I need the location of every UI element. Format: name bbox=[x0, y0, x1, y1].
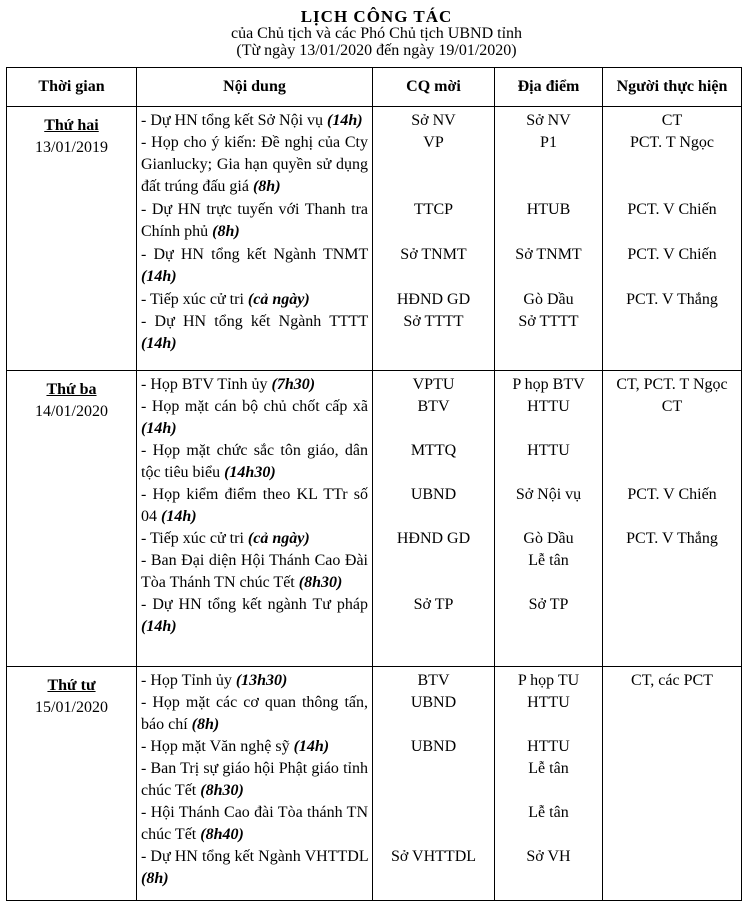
item-text: - Họp mặt Văn nghệ sỹ bbox=[141, 738, 290, 755]
schedule-table bbox=[6, 67, 742, 901]
item-time: (8h) bbox=[141, 870, 169, 887]
performer-value bbox=[605, 802, 739, 846]
performer-cell bbox=[603, 371, 742, 667]
item-text: - Dự HN tổng kết Ngành VHTTDL bbox=[141, 848, 368, 865]
performer-value bbox=[605, 311, 739, 355]
inviter-value: HĐND GD bbox=[396, 291, 471, 308]
list-item bbox=[141, 374, 368, 396]
list-item bbox=[141, 736, 368, 758]
location-cell bbox=[495, 107, 603, 371]
item-time: (14h) bbox=[141, 420, 177, 437]
location-value: Sở NV bbox=[526, 112, 571, 129]
location-value: Lễ tân bbox=[528, 804, 569, 821]
performer-value bbox=[605, 550, 739, 594]
day-date: 13/01/2019 bbox=[35, 139, 108, 156]
location-cell bbox=[495, 667, 603, 901]
item-text: - Tiếp xúc cử tri bbox=[141, 530, 244, 547]
day-cell bbox=[7, 107, 137, 371]
list-item bbox=[141, 692, 368, 736]
performer-value bbox=[605, 594, 739, 638]
item-text: - Dự HN tổng kết Sở Nội vụ bbox=[141, 112, 324, 129]
day-cell bbox=[7, 667, 137, 901]
item-time: (cả ngày) bbox=[247, 291, 310, 308]
inviter-value: VP bbox=[423, 134, 444, 151]
location-value: Lễ tân bbox=[528, 552, 569, 569]
list-item bbox=[141, 244, 368, 288]
performer-value: PCT. V Chiến bbox=[627, 246, 717, 263]
performer-value: CT, các PCT bbox=[631, 672, 713, 689]
table-row bbox=[7, 371, 742, 667]
item-text: - Hội Thánh Cao đài Tòa thánh TN chúc Tết bbox=[141, 804, 368, 843]
inviter-value: BTV bbox=[417, 672, 450, 689]
inviter-cell bbox=[373, 107, 495, 371]
location-value: HTTU bbox=[527, 442, 570, 459]
location-value: Sở VH bbox=[526, 848, 571, 865]
performer-value: PCT. V Chiến bbox=[627, 201, 717, 218]
location-value: Sở TNMT bbox=[515, 246, 582, 263]
location-value: Sở TP bbox=[528, 596, 569, 613]
list-item bbox=[141, 396, 368, 440]
document-title: LỊCH CÔNG TÁC bbox=[300, 7, 453, 26]
list-item bbox=[141, 846, 368, 890]
item-time: (8h30) bbox=[298, 574, 343, 591]
performer-value: PCT. V Thắng bbox=[626, 291, 718, 308]
performer-value bbox=[605, 846, 739, 890]
location-value: HTTU bbox=[527, 694, 570, 711]
column-header: Địa điểm bbox=[495, 68, 603, 107]
item-text: - Họp mặt các cơ quan thông tấn, báo chí bbox=[141, 694, 368, 733]
performer-cell bbox=[603, 667, 742, 901]
item-time: (8h40) bbox=[200, 826, 244, 843]
location-value: Sở TTTT bbox=[518, 313, 579, 330]
table-row bbox=[7, 667, 742, 901]
item-time: (14h30) bbox=[224, 464, 276, 481]
list-item bbox=[141, 110, 368, 132]
location-value: HTTU bbox=[527, 398, 570, 415]
inviter-value: BTV bbox=[417, 398, 450, 415]
performer-value: CT bbox=[661, 398, 683, 415]
location-value: P1 bbox=[540, 134, 557, 151]
day-name: Thứ ba bbox=[46, 381, 97, 398]
content-cell bbox=[137, 371, 373, 667]
inviter-value: TTCP bbox=[413, 201, 454, 218]
inviter-value: Sở NV bbox=[411, 112, 456, 129]
item-text: - Họp BTV Tỉnh ủy bbox=[141, 376, 268, 393]
location-cell bbox=[495, 371, 603, 667]
table-row bbox=[7, 107, 742, 371]
performer-value bbox=[605, 736, 739, 758]
list-item bbox=[141, 802, 368, 846]
list-item bbox=[141, 550, 368, 594]
item-text: - Dự HN tổng kết ngành Tư pháp bbox=[141, 596, 368, 613]
item-time: (8h30) bbox=[200, 782, 244, 799]
item-text: - Ban Trị sự giáo hội Phật giáo tỉnh chúc Tết bbox=[141, 760, 368, 799]
item-time: (8h) bbox=[191, 716, 220, 733]
inviter-value: UBND bbox=[410, 694, 457, 711]
item-time: (7h30) bbox=[271, 376, 316, 393]
performer-value: PCT. V Chiến bbox=[627, 486, 717, 503]
inviter-value bbox=[375, 802, 492, 846]
location-value: P họp TU bbox=[517, 672, 580, 689]
location-value: Gò Dầu bbox=[523, 530, 574, 547]
item-time: (cả ngày) bbox=[247, 530, 310, 547]
list-item bbox=[141, 758, 368, 802]
item-text: - Dự HN tổng kết Ngành TNMT bbox=[141, 246, 368, 263]
item-time: (14h) bbox=[293, 738, 330, 755]
content-cell bbox=[137, 107, 373, 371]
item-time: (14h) bbox=[141, 335, 177, 352]
document-date-range: (Từ ngày 13/01/2020 đến ngày 19/01/2020) bbox=[236, 42, 517, 59]
inviter-value bbox=[375, 550, 492, 594]
item-time: (8h) bbox=[212, 223, 240, 240]
list-item bbox=[141, 528, 368, 550]
item-time: (14h) bbox=[161, 508, 197, 525]
item-time: (13h30) bbox=[235, 672, 288, 689]
day-date: 15/01/2020 bbox=[35, 699, 108, 716]
item-text: - Họp Tỉnh ủy bbox=[141, 672, 232, 689]
item-time: (8h) bbox=[252, 178, 281, 195]
list-item bbox=[141, 311, 368, 355]
column-header: Thời gian bbox=[7, 68, 137, 107]
location-value: P họp BTV bbox=[512, 376, 585, 393]
table-header-row bbox=[7, 68, 742, 107]
day-date: 14/01/2020 bbox=[35, 403, 108, 420]
inviter-value: Sở TTTT bbox=[403, 313, 464, 330]
inviter-value: UBND bbox=[410, 738, 457, 755]
location-value: Lễ tân bbox=[528, 760, 569, 777]
list-item bbox=[141, 199, 368, 243]
location-value: HTTU bbox=[527, 738, 570, 755]
day-name: Thứ tư bbox=[47, 677, 96, 694]
item-text: - Họp mặt cán bộ chủ chốt cấp xã bbox=[141, 398, 368, 415]
item-text: - Tiếp xúc cử tri bbox=[141, 291, 244, 308]
day-cell bbox=[7, 371, 137, 667]
performer-cell bbox=[603, 107, 742, 371]
inviter-value bbox=[375, 758, 492, 802]
inviter-value: VPTU bbox=[412, 376, 455, 393]
document-header bbox=[0, 0, 753, 59]
list-item bbox=[141, 440, 368, 484]
list-item bbox=[141, 289, 368, 311]
item-time: (14h) bbox=[327, 112, 363, 129]
location-value: Gò Dầu bbox=[523, 291, 574, 308]
performer-value bbox=[605, 692, 739, 736]
list-item bbox=[141, 594, 368, 638]
performer-value: PCT. V Thắng bbox=[626, 530, 718, 547]
column-header: Người thực hiện bbox=[603, 68, 742, 107]
item-text: - Họp kiểm điểm theo KL TTr số 04 bbox=[141, 486, 368, 525]
item-text: - Dự HN tổng kết Ngành TTTT bbox=[141, 313, 368, 330]
inviter-value: Sở TNMT bbox=[400, 246, 467, 263]
item-time: (14h) bbox=[141, 268, 177, 285]
list-item bbox=[141, 670, 368, 692]
performer-value bbox=[605, 758, 739, 802]
location-value: Sở Nội vụ bbox=[515, 486, 582, 503]
inviter-cell bbox=[373, 667, 495, 901]
list-item bbox=[141, 484, 368, 528]
location-value: HTUB bbox=[526, 201, 571, 218]
inviter-value: Sở TP bbox=[413, 596, 454, 613]
inviter-value: HĐND GD bbox=[396, 530, 471, 547]
item-text: - Họp mặt chức sắc tôn giáo, dân tộc tiêu biểu bbox=[141, 442, 368, 481]
list-item bbox=[141, 132, 368, 198]
item-text: - Ban Đại diện Hội Thánh Cao Đài Tòa Thánh TN chúc Tết bbox=[141, 552, 368, 591]
item-text: - Họp cho ý kiến: Đề nghị của Cty Gianlucky; Gia hạn quyền sử dụng đất trúng đấu giá bbox=[141, 134, 368, 195]
inviter-cell bbox=[373, 371, 495, 667]
inviter-value: Sở VHTTDL bbox=[390, 848, 477, 865]
performer-value: PCT. T Ngọc bbox=[629, 134, 714, 151]
document-subtitle: của Chủ tịch và các Phó Chủ tịch UBND tỉnh bbox=[230, 25, 523, 42]
item-time: (14h) bbox=[141, 618, 177, 635]
performer-value bbox=[605, 440, 739, 484]
column-header: CQ mời bbox=[373, 68, 495, 107]
performer-value: CT, PCT. T Ngọc bbox=[616, 376, 728, 393]
day-name: Thứ hai bbox=[44, 117, 99, 134]
inviter-value: UBND bbox=[410, 486, 457, 503]
inviter-value: MTTQ bbox=[410, 442, 457, 459]
content-cell bbox=[137, 667, 373, 901]
performer-value: CT bbox=[661, 112, 683, 129]
column-header: Nội dung bbox=[137, 68, 373, 107]
item-text: - Dự HN trực tuyến với Thanh tra Chính phủ bbox=[141, 201, 368, 240]
